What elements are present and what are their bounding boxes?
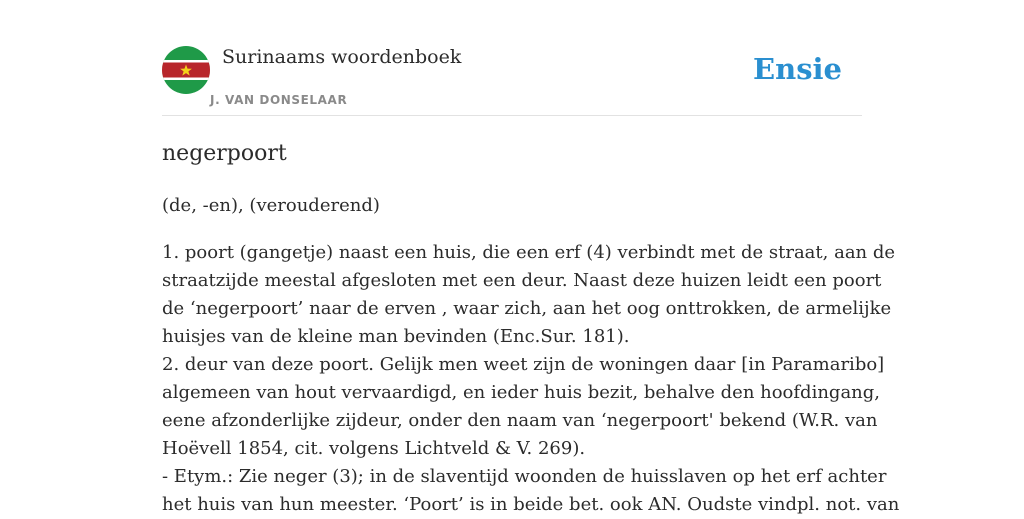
suriname-flag-icon[interactable] (162, 46, 210, 94)
definition-line: straatzijde meestal afgesloten met een deur. Naast deze huizen leidt een poort (162, 270, 882, 291)
page (162, 0, 900, 515)
definition-line: 1. poort (gangetje) naast een huis, die een erf (4) verbindt met de straat, aan de (162, 242, 896, 263)
definition-line: 2. deur van deze poort. Gelijk men weet zijn de woningen daar [in Paramaribo] (162, 354, 885, 375)
dictionary-author[interactable]: J. VAN DONSELAAR (210, 93, 348, 107)
definition-line: het huis van hun meester. ‘Poort’ is in beide bet. ook AN. Oudste vindpl. not. van (162, 494, 900, 515)
definition-line: de ‘negerpoort’ naar de erven , waar zich, aan het oog onttrokken, de armelijke (162, 298, 892, 319)
ensie-logo[interactable]: Ensie (753, 52, 842, 86)
site-header (162, 0, 862, 116)
definition-line: algemeen van hout vervaardigd, en ieder huis bezit, behalve den hoofdingang, (162, 382, 881, 403)
entry-grammar: (de, -en), (verouderend) (162, 195, 380, 216)
definition-line: eene afzonderlijke zijdeur, onder den naam van ‘negerpoort' bekend (W.R. van (162, 410, 878, 431)
definition-line: Hoëvell 1854, cit. volgens Lichtveld & V. 269). (162, 438, 586, 459)
entry-headword: negerpoort (162, 141, 287, 166)
flag-graphic (162, 46, 210, 94)
entry-definition (162, 239, 900, 519)
definition-line: huisjes van de kleine man bevinden (Enc.Sur. 181). (162, 326, 630, 347)
definition-line: - Etym.: Zie neger (3); in de slaventijd woonden de huisslaven op het erf achter (162, 466, 887, 487)
dictionary-title[interactable]: Surinaams woordenboek (222, 46, 462, 68)
